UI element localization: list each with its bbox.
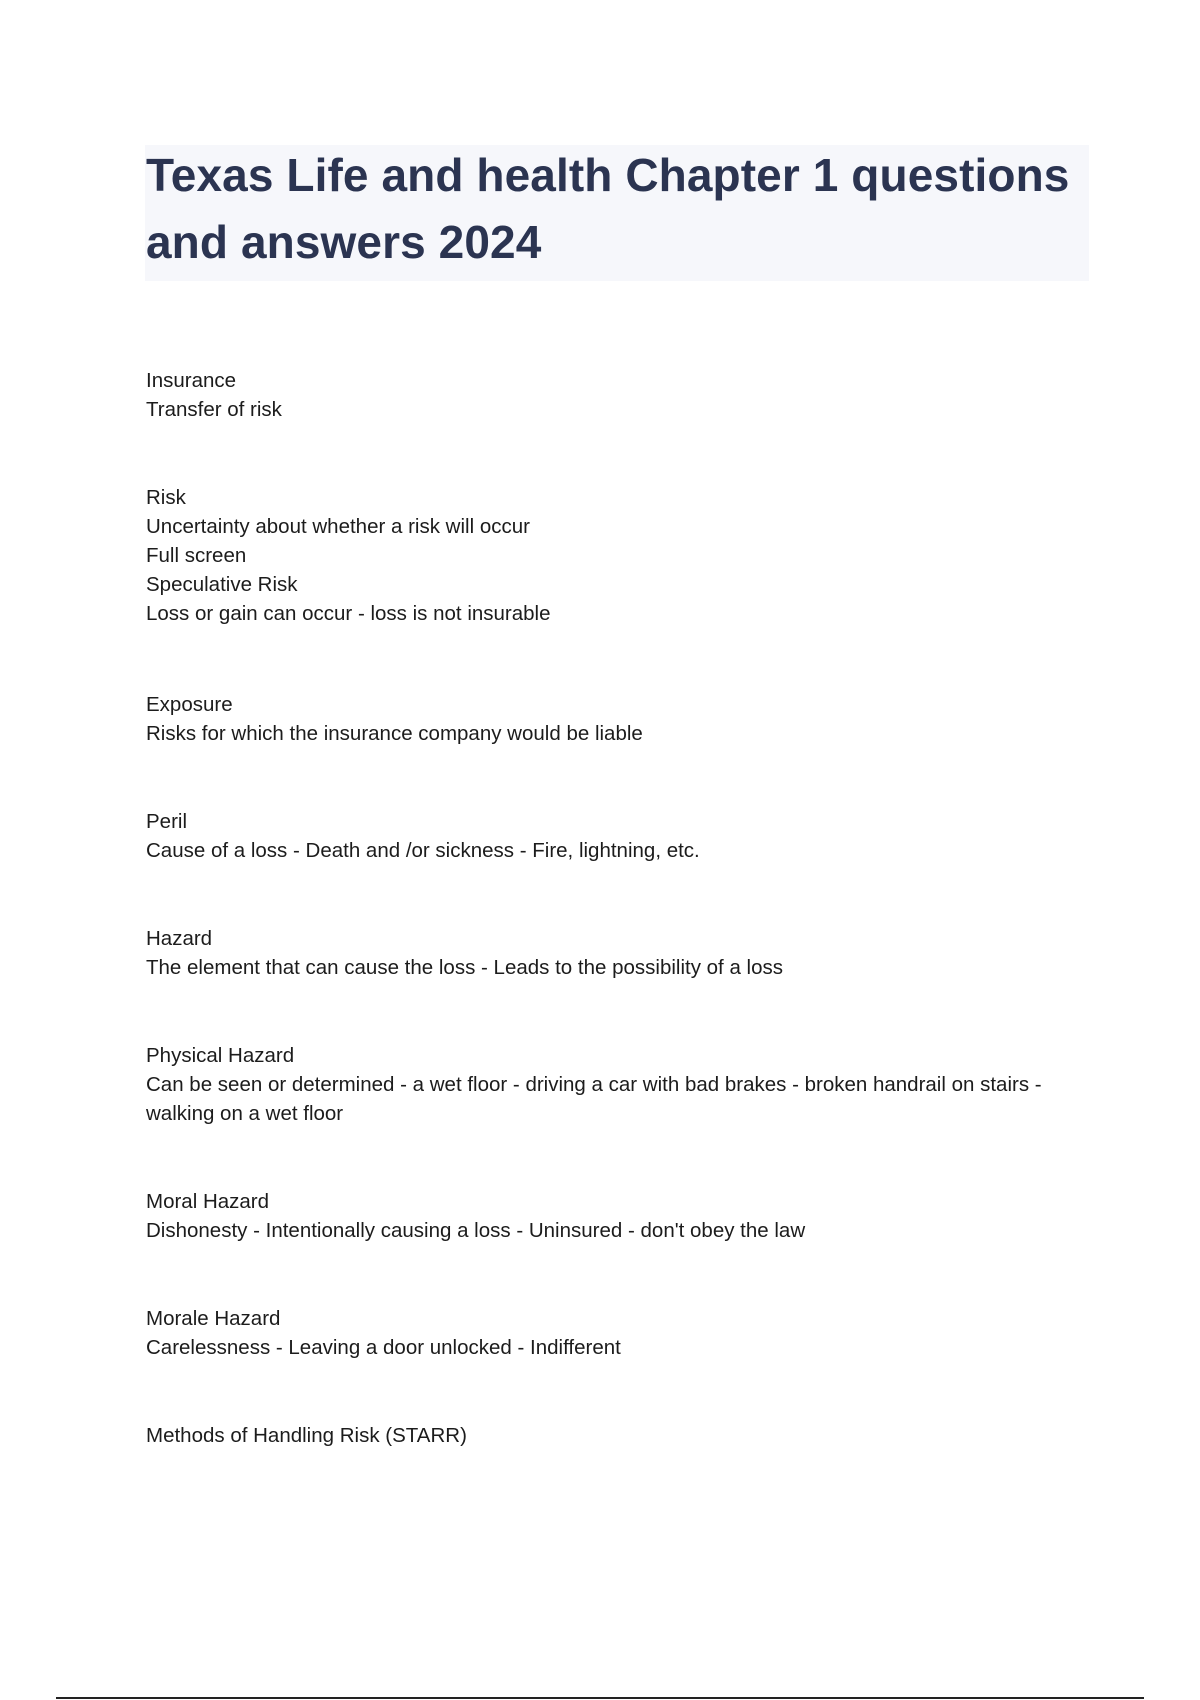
qa-entry	[146, 690, 1086, 748]
page-title: Texas Life and health Chapter 1 questions and answers 2024	[146, 149, 1070, 268]
qa-term: Hazard	[146, 927, 213, 950]
qa-term: Peril	[146, 810, 188, 833]
qa-definition: Uncertainty about whether a risk will occur	[146, 515, 530, 538]
qa-definition: Dishonesty - Intentionally causing a loss - Uninsured - don't obey the law	[146, 1219, 806, 1242]
qa-entry	[146, 366, 1086, 424]
qa-entry	[146, 1304, 1086, 1362]
qa-term: Moral Hazard	[146, 1190, 270, 1213]
qa-term: Insurance	[146, 369, 237, 392]
qa-term: Exposure	[146, 693, 233, 716]
qa-entry	[146, 483, 1086, 628]
qa-entry	[146, 1041, 1076, 1128]
qa-entry	[146, 924, 1086, 982]
qa-entry	[146, 1421, 1086, 1450]
qa-definition: Risks for which the insurance company would be liable	[146, 722, 643, 745]
qa-definition: Can be seen or determined - a wet floor - driving a car with bad brakes - broken handrail on stairs - walking on a wet floor	[146, 1073, 1048, 1125]
qa-term: Risk	[146, 486, 186, 509]
qa-entry	[146, 807, 1086, 865]
qa-entry	[146, 1187, 1086, 1245]
qa-term: Methods of Handling Risk (STARR)	[146, 1424, 467, 1447]
qa-definition: Carelessness - Leaving a door unlocked - Indifferent	[146, 1336, 621, 1359]
qa-term: Morale Hazard	[146, 1307, 281, 1330]
qa-definition: Cause of a loss - Death and /or sickness - Fire, lightning, etc.	[146, 839, 700, 862]
qa-definition: The element that can cause the loss - Leads to the possibility of a loss	[146, 956, 783, 979]
qa-subdefinition: Loss or gain can occur - loss is not insurable	[146, 602, 551, 625]
qa-extra-text: Full screen	[146, 544, 247, 567]
footer-divider	[56, 1697, 1144, 1699]
qa-definition: Transfer of risk	[146, 398, 282, 421]
qa-subterm: Speculative Risk	[146, 573, 298, 596]
qa-term: Physical Hazard	[146, 1044, 295, 1067]
